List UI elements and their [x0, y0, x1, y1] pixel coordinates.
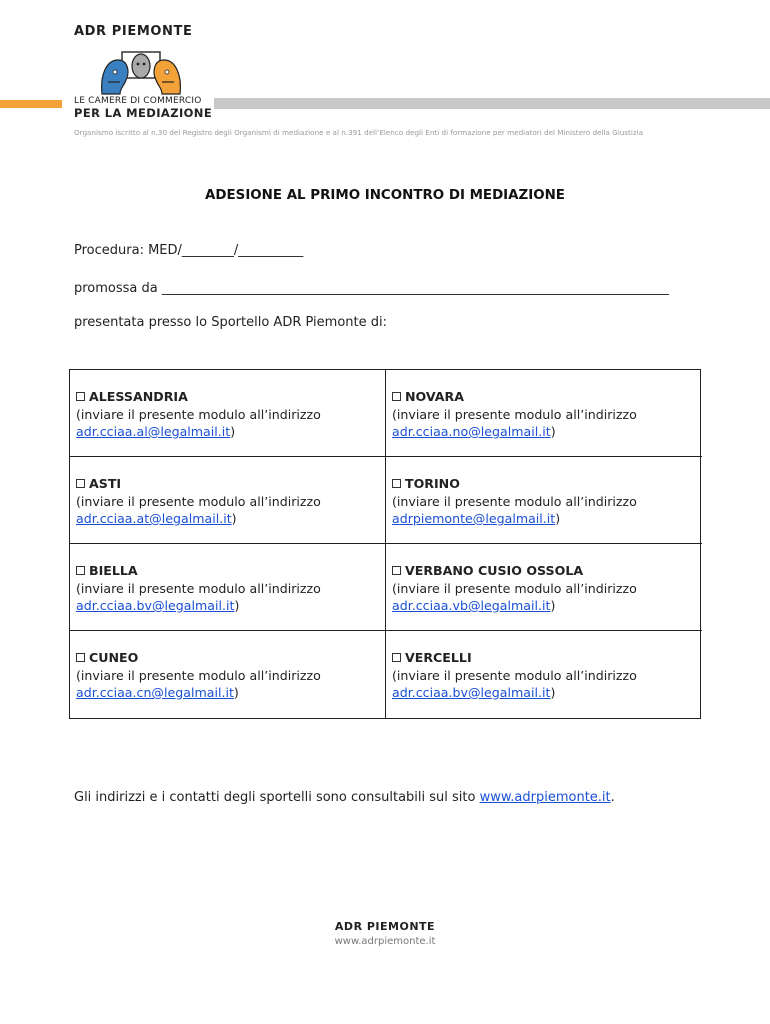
office-email-link[interactable]: adr.cciaa.bv@legalmail.it [76, 598, 235, 613]
contacts-note: Gli indirizzi e i contatti degli sportelli sono consultabili sul sito www.adrpiemonte.it. [74, 790, 615, 805]
header-brand: ADR PIEMONTE [74, 24, 193, 39]
office-cell-vercelli: VERCELLI (inviare il presente modulo all’indirizzo adr.cciaa.bv@legalmail.it) [386, 631, 702, 718]
office-name: NOVARA [405, 389, 464, 404]
office-name: ALESSANDRIA [89, 389, 188, 404]
office-note: (inviare il presente modulo all’indirizzo [392, 493, 637, 509]
office-note: (inviare il presente modulo all’indirizzo [76, 406, 321, 422]
logo-subtitle-1: LE CAMERE DI COMMERCIO [74, 96, 202, 106]
header-divider-bar [214, 98, 770, 109]
offices-table [69, 369, 701, 719]
office-note: (inviare il presente modulo all’indirizzo [76, 667, 321, 683]
office-cell-asti: ASTI (inviare il presente modulo all’indirizzo adr.cciaa.at@legalmail.it) [70, 457, 386, 544]
office-note: (inviare il presente modulo all’indirizzo [392, 406, 637, 422]
office-email-link[interactable]: adr.cciaa.bv@legalmail.it [392, 685, 551, 700]
office-name: CUNEO [89, 650, 139, 665]
footer-url: www.adrpiemonte.it [334, 936, 436, 947]
logo-subtitle-2: PER LA MEDIAZIONE [74, 106, 213, 120]
office-email-link[interactable]: adr.cciaa.cn@legalmail.it [76, 685, 234, 700]
organization-note: Organismo iscritto al n.30 del Registro degli Organismi di mediazione e al n.391 dell’Elenco degli Enti di formazione per mediatori del Ministero della Giustizia [74, 128, 644, 137]
checkbox-vercelli[interactable] [392, 653, 401, 662]
office-cell-biella: BIELLA (inviare il presente modulo all’indirizzo adr.cciaa.bv@legalmail.it) [70, 544, 386, 631]
office-note: (inviare il presente modulo all’indirizzo [392, 667, 637, 683]
office-email-link[interactable]: adr.cciaa.al@legalmail.it [76, 424, 231, 439]
office-email-link[interactable]: adrpiemonte@legalmail.it [392, 511, 556, 526]
office-name: BIELLA [89, 563, 138, 578]
office-cell-cuneo: CUNEO (inviare il presente modulo all’indirizzo adr.cciaa.cn@legalmail.it) [70, 631, 386, 718]
office-cell-vco: VERBANO CUSIO OSSOLA (inviare il presente modulo all’indirizzo adr.cciaa.vb@legalmail.it) [386, 544, 702, 631]
checkbox-biella[interactable] [76, 566, 85, 575]
footer-brand: ADR PIEMONTE [334, 920, 436, 933]
checkbox-novara[interactable] [392, 392, 401, 401]
checkbox-asti[interactable] [76, 479, 85, 488]
logo-faces-icon [98, 46, 184, 98]
office-cell-novara: NOVARA (inviare il presente modulo all’indirizzo adr.cciaa.no@legalmail.it) [386, 370, 702, 457]
office-email-link[interactable]: adr.cciaa.vb@legalmail.it [392, 598, 551, 613]
office-email-link[interactable]: adr.cciaa.no@legalmail.it [392, 424, 551, 439]
checkbox-torino[interactable] [392, 479, 401, 488]
office-email-link[interactable]: adr.cciaa.at@legalmail.it [76, 511, 232, 526]
office-cell-alessandria: ALESSANDRIA (inviare il presente modulo all’indirizzo adr.cciaa.al@legalmail.it) [70, 370, 386, 457]
promossa-field[interactable]: promossa da ______________________________________________________________________________ [74, 281, 669, 296]
procedura-field[interactable]: Procedura: MED/________/__________ [74, 243, 304, 258]
office-name: VERCELLI [405, 650, 472, 665]
office-name: VERBANO CUSIO OSSOLA [405, 563, 584, 578]
checkbox-cuneo[interactable] [76, 653, 85, 662]
office-note: (inviare il presente modulo all’indirizzo [392, 580, 637, 596]
website-link[interactable]: www.adrpiemonte.it [479, 790, 611, 805]
office-name: ASTI [89, 476, 122, 491]
document-title: ADESIONE AL PRIMO INCONTRO DI MEDIAZIONE [205, 188, 565, 203]
office-cell-torino: TORINO (inviare il presente modulo all’indirizzo adrpiemonte@legalmail.it) [386, 457, 702, 544]
office-note: (inviare il presente modulo all’indirizzo [76, 580, 321, 596]
header-accent-bar [0, 100, 62, 108]
office-name: TORINO [405, 476, 460, 491]
checkbox-vco[interactable] [392, 566, 401, 575]
office-note: (inviare il presente modulo all’indirizzo [76, 493, 321, 509]
checkbox-alessandria[interactable] [76, 392, 85, 401]
presentata-label: presentata presso lo Sportello ADR Piemonte di: [74, 315, 387, 330]
